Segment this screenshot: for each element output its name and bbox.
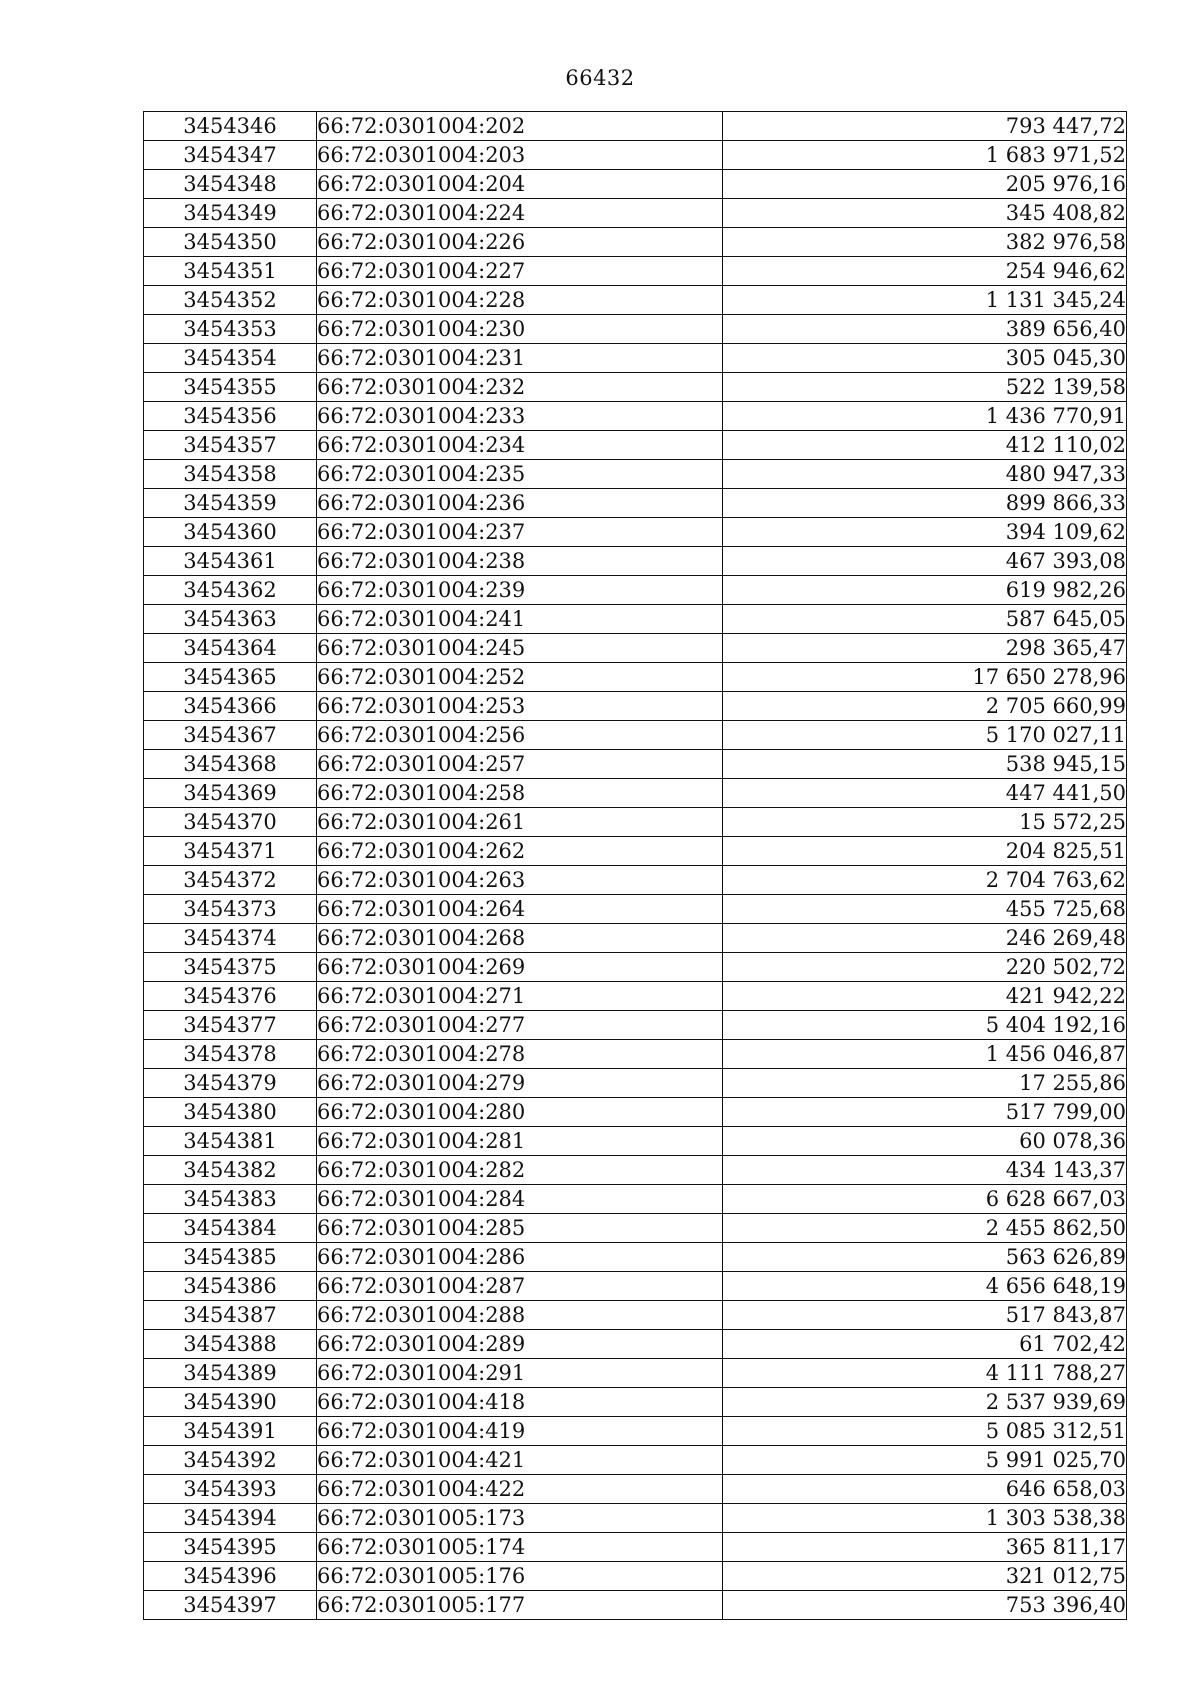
- cadastral-value-cell: 4 656 648,19: [723, 1272, 1127, 1301]
- table-row: [144, 170, 1127, 199]
- cadastral-number-cell: 66:72:0301004:245: [317, 634, 723, 663]
- row-id-cell: 3454378: [144, 1040, 317, 1069]
- cadastral-number-cell: 66:72:0301004:256: [317, 721, 723, 750]
- row-id-cell: 3454374: [144, 924, 317, 953]
- row-id-cell: 3454384: [144, 1214, 317, 1243]
- cadastral-value-cell: 321 012,75: [723, 1562, 1127, 1591]
- cadastral-value-cell: 421 942,22: [723, 982, 1127, 1011]
- data-table: [143, 111, 1127, 1620]
- cadastral-number-cell: 66:72:0301004:278: [317, 1040, 723, 1069]
- cadastral-number-cell: 66:72:0301004:236: [317, 489, 723, 518]
- table-row: [144, 1127, 1127, 1156]
- cadastral-number-cell: 66:72:0301004:421: [317, 1446, 723, 1475]
- row-id-cell: 3454394: [144, 1504, 317, 1533]
- table-row: [144, 344, 1127, 373]
- cadastral-number-cell: 66:72:0301004:279: [317, 1069, 723, 1098]
- table-row: [144, 1388, 1127, 1417]
- table-row: [144, 141, 1127, 170]
- row-id-cell: 3454366: [144, 692, 317, 721]
- cadastral-number-cell: 66:72:0301004:288: [317, 1301, 723, 1330]
- table-row: [144, 663, 1127, 692]
- cadastral-value-cell: 17 255,86: [723, 1069, 1127, 1098]
- cadastral-value-cell: 5 170 027,11: [723, 721, 1127, 750]
- cadastral-value-cell: 298 365,47: [723, 634, 1127, 663]
- cadastral-value-cell: 1 436 770,91: [723, 402, 1127, 431]
- row-id-cell: 3454373: [144, 895, 317, 924]
- cadastral-value-cell: 517 799,00: [723, 1098, 1127, 1127]
- cadastral-value-cell: 538 945,15: [723, 750, 1127, 779]
- cadastral-value-cell: 1 131 345,24: [723, 286, 1127, 315]
- page-number: 66432: [565, 66, 635, 90]
- cadastral-value-cell: 447 441,50: [723, 779, 1127, 808]
- table-row: [144, 1185, 1127, 1214]
- cadastral-number-cell: 66:72:0301005:173: [317, 1504, 723, 1533]
- table-row: [144, 1417, 1127, 1446]
- table-row: [144, 1330, 1127, 1359]
- cadastral-number-cell: 66:72:0301004:261: [317, 808, 723, 837]
- table-row: [144, 431, 1127, 460]
- cadastral-value-cell: 412 110,02: [723, 431, 1127, 460]
- row-id-cell: 3454372: [144, 866, 317, 895]
- table-row: [144, 576, 1127, 605]
- table-row: [144, 1533, 1127, 1562]
- table-row: [144, 837, 1127, 866]
- row-id-cell: 3454365: [144, 663, 317, 692]
- cadastral-value-cell: 455 725,68: [723, 895, 1127, 924]
- cadastral-number-cell: 66:72:0301004:258: [317, 779, 723, 808]
- table-row: [144, 402, 1127, 431]
- cadastral-number-cell: 66:72:0301005:177: [317, 1591, 723, 1620]
- row-id-cell: 3454347: [144, 141, 317, 170]
- cadastral-value-cell: 587 645,05: [723, 605, 1127, 634]
- table-row: [144, 1040, 1127, 1069]
- row-id-cell: 3454350: [144, 228, 317, 257]
- cadastral-number-cell: 66:72:0301004:282: [317, 1156, 723, 1185]
- cadastral-value-cell: 61 702,42: [723, 1330, 1127, 1359]
- cadastral-number-cell: 66:72:0301004:277: [317, 1011, 723, 1040]
- cadastral-value-cell: 382 976,58: [723, 228, 1127, 257]
- cadastral-value-cell: 517 843,87: [723, 1301, 1127, 1330]
- row-id-cell: 3454386: [144, 1272, 317, 1301]
- cadastral-value-table: [143, 111, 1126, 1620]
- row-id-cell: 3454393: [144, 1475, 317, 1504]
- cadastral-number-cell: 66:72:0301004:241: [317, 605, 723, 634]
- cadastral-value-cell: 646 658,03: [723, 1475, 1127, 1504]
- table-row: [144, 1243, 1127, 1272]
- row-id-cell: 3454348: [144, 170, 317, 199]
- cadastral-number-cell: 66:72:0301004:269: [317, 953, 723, 982]
- cadastral-number-cell: 66:72:0301004:235: [317, 460, 723, 489]
- table-row: [144, 315, 1127, 344]
- row-id-cell: 3454387: [144, 1301, 317, 1330]
- table-row: [144, 547, 1127, 576]
- cadastral-number-cell: 66:72:0301004:257: [317, 750, 723, 779]
- table-row: [144, 373, 1127, 402]
- row-id-cell: 3454391: [144, 1417, 317, 1446]
- table-row: [144, 489, 1127, 518]
- cadastral-value-cell: 2 704 763,62: [723, 866, 1127, 895]
- row-id-cell: 3454383: [144, 1185, 317, 1214]
- row-id-cell: 3454356: [144, 402, 317, 431]
- cadastral-value-cell: 220 502,72: [723, 953, 1127, 982]
- row-id-cell: 3454359: [144, 489, 317, 518]
- table-row: [144, 112, 1127, 141]
- cadastral-number-cell: 66:72:0301004:281: [317, 1127, 723, 1156]
- table-row: [144, 228, 1127, 257]
- cadastral-number-cell: 66:72:0301004:237: [317, 518, 723, 547]
- row-id-cell: 3454371: [144, 837, 317, 866]
- cadastral-number-cell: 66:72:0301004:238: [317, 547, 723, 576]
- cadastral-number-cell: 66:72:0301004:264: [317, 895, 723, 924]
- cadastral-number-cell: 66:72:0301004:227: [317, 257, 723, 286]
- table-row: [144, 721, 1127, 750]
- row-id-cell: 3454346: [144, 112, 317, 141]
- cadastral-number-cell: 66:72:0301004:280: [317, 1098, 723, 1127]
- cadastral-number-cell: 66:72:0301004:289: [317, 1330, 723, 1359]
- table-row: [144, 1301, 1127, 1330]
- cadastral-value-cell: 899 866,33: [723, 489, 1127, 518]
- cadastral-number-cell: 66:72:0301004:291: [317, 1359, 723, 1388]
- cadastral-number-cell: 66:72:0301004:286: [317, 1243, 723, 1272]
- table-row: [144, 199, 1127, 228]
- cadastral-number-cell: 66:72:0301004:204: [317, 170, 723, 199]
- cadastral-number-cell: 66:72:0301004:234: [317, 431, 723, 460]
- cadastral-number-cell: 66:72:0301004:233: [317, 402, 723, 431]
- row-id-cell: 3454397: [144, 1591, 317, 1620]
- cadastral-value-cell: 5 991 025,70: [723, 1446, 1127, 1475]
- row-id-cell: 3454354: [144, 344, 317, 373]
- cadastral-number-cell: 66:72:0301004:239: [317, 576, 723, 605]
- row-id-cell: 3454353: [144, 315, 317, 344]
- cadastral-number-cell: 66:72:0301005:174: [317, 1533, 723, 1562]
- cadastral-value-cell: 254 946,62: [723, 257, 1127, 286]
- cadastral-number-cell: 66:72:0301004:263: [317, 866, 723, 895]
- table-row: [144, 779, 1127, 808]
- cadastral-number-cell: 66:72:0301004:422: [317, 1475, 723, 1504]
- cadastral-value-cell: 1 456 046,87: [723, 1040, 1127, 1069]
- table-row: [144, 1504, 1127, 1533]
- table-row: [144, 895, 1127, 924]
- cadastral-number-cell: 66:72:0301004:226: [317, 228, 723, 257]
- table-row: [144, 605, 1127, 634]
- cadastral-number-cell: 66:72:0301004:202: [317, 112, 723, 141]
- cadastral-number-cell: 66:72:0301004:268: [317, 924, 723, 953]
- cadastral-number-cell: 66:72:0301004:287: [317, 1272, 723, 1301]
- table-row: [144, 1156, 1127, 1185]
- row-id-cell: 3454375: [144, 953, 317, 982]
- row-id-cell: 3454389: [144, 1359, 317, 1388]
- table-row: [144, 953, 1127, 982]
- cadastral-value-cell: 15 572,25: [723, 808, 1127, 837]
- cadastral-number-cell: 66:72:0301004:231: [317, 344, 723, 373]
- table-row: [144, 518, 1127, 547]
- row-id-cell: 3454369: [144, 779, 317, 808]
- row-id-cell: 3454395: [144, 1533, 317, 1562]
- table-row: [144, 1359, 1127, 1388]
- cadastral-number-cell: 66:72:0301004:285: [317, 1214, 723, 1243]
- table-row: [144, 808, 1127, 837]
- table-row: [144, 1272, 1127, 1301]
- cadastral-number-cell: 66:72:0301004:232: [317, 373, 723, 402]
- cadastral-value-cell: 4 111 788,27: [723, 1359, 1127, 1388]
- table-row: [144, 1098, 1127, 1127]
- row-id-cell: 3454390: [144, 1388, 317, 1417]
- row-id-cell: 3454355: [144, 373, 317, 402]
- row-id-cell: 3454380: [144, 1098, 317, 1127]
- cadastral-number-cell: 66:72:0301004:230: [317, 315, 723, 344]
- row-id-cell: 3454368: [144, 750, 317, 779]
- cadastral-value-cell: 6 628 667,03: [723, 1185, 1127, 1214]
- row-id-cell: 3454351: [144, 257, 317, 286]
- cadastral-value-cell: 753 396,40: [723, 1591, 1127, 1620]
- cadastral-value-cell: 345 408,82: [723, 199, 1127, 228]
- row-id-cell: 3454396: [144, 1562, 317, 1591]
- table-row: [144, 257, 1127, 286]
- cadastral-value-cell: 2 455 862,50: [723, 1214, 1127, 1243]
- row-id-cell: 3454381: [144, 1127, 317, 1156]
- table-row: [144, 1069, 1127, 1098]
- cadastral-number-cell: 66:72:0301004:203: [317, 141, 723, 170]
- cadastral-value-cell: 246 269,48: [723, 924, 1127, 953]
- cadastral-number-cell: 66:72:0301004:228: [317, 286, 723, 315]
- table-row: [144, 634, 1127, 663]
- row-id-cell: 3454376: [144, 982, 317, 1011]
- cadastral-value-cell: 305 045,30: [723, 344, 1127, 373]
- table-row: [144, 866, 1127, 895]
- row-id-cell: 3454388: [144, 1330, 317, 1359]
- row-id-cell: 3454352: [144, 286, 317, 315]
- cadastral-number-cell: 66:72:0301004:284: [317, 1185, 723, 1214]
- cadastral-value-cell: 1 303 538,38: [723, 1504, 1127, 1533]
- cadastral-number-cell: 66:72:0301004:224: [317, 199, 723, 228]
- cadastral-number-cell: 66:72:0301004:271: [317, 982, 723, 1011]
- table-row: [144, 286, 1127, 315]
- cadastral-value-cell: 793 447,72: [723, 112, 1127, 141]
- cadastral-number-cell: 66:72:0301004:262: [317, 837, 723, 866]
- table-row: [144, 924, 1127, 953]
- table-row: [144, 1011, 1127, 1040]
- table-body: [144, 112, 1127, 1620]
- cadastral-number-cell: 66:72:0301004:253: [317, 692, 723, 721]
- cadastral-value-cell: 1 683 971,52: [723, 141, 1127, 170]
- row-id-cell: 3454362: [144, 576, 317, 605]
- table-row: [144, 692, 1127, 721]
- row-id-cell: 3454379: [144, 1069, 317, 1098]
- cadastral-number-cell: 66:72:0301005:176: [317, 1562, 723, 1591]
- cadastral-value-cell: 5 404 192,16: [723, 1011, 1127, 1040]
- row-id-cell: 3454363: [144, 605, 317, 634]
- cadastral-value-cell: 480 947,33: [723, 460, 1127, 489]
- row-id-cell: 3454367: [144, 721, 317, 750]
- cadastral-value-cell: 5 085 312,51: [723, 1417, 1127, 1446]
- row-id-cell: 3454357: [144, 431, 317, 460]
- cadastral-value-cell: 389 656,40: [723, 315, 1127, 344]
- cadastral-value-cell: 205 976,16: [723, 170, 1127, 199]
- row-id-cell: 3454358: [144, 460, 317, 489]
- cadastral-value-cell: 2 537 939,69: [723, 1388, 1127, 1417]
- row-id-cell: 3454360: [144, 518, 317, 547]
- cadastral-value-cell: 394 109,62: [723, 518, 1127, 547]
- table-row: [144, 1446, 1127, 1475]
- cadastral-value-cell: 619 982,26: [723, 576, 1127, 605]
- row-id-cell: 3454370: [144, 808, 317, 837]
- cadastral-value-cell: 2 705 660,99: [723, 692, 1127, 721]
- row-id-cell: 3454377: [144, 1011, 317, 1040]
- table-row: [144, 1591, 1127, 1620]
- table-row: [144, 750, 1127, 779]
- cadastral-number-cell: 66:72:0301004:418: [317, 1388, 723, 1417]
- cadastral-value-cell: 434 143,37: [723, 1156, 1127, 1185]
- table-row: [144, 460, 1127, 489]
- row-id-cell: 3454392: [144, 1446, 317, 1475]
- cadastral-number-cell: 66:72:0301004:419: [317, 1417, 723, 1446]
- cadastral-value-cell: 467 393,08: [723, 547, 1127, 576]
- row-id-cell: 3454382: [144, 1156, 317, 1185]
- cadastral-value-cell: 17 650 278,96: [723, 663, 1127, 692]
- row-id-cell: 3454349: [144, 199, 317, 228]
- cadastral-value-cell: 60 078,36: [723, 1127, 1127, 1156]
- cadastral-value-cell: 204 825,51: [723, 837, 1127, 866]
- table-row: [144, 1562, 1127, 1591]
- row-id-cell: 3454385: [144, 1243, 317, 1272]
- cadastral-value-cell: 563 626,89: [723, 1243, 1127, 1272]
- table-row: [144, 1214, 1127, 1243]
- cadastral-value-cell: 522 139,58: [723, 373, 1127, 402]
- row-id-cell: 3454361: [144, 547, 317, 576]
- cadastral-number-cell: 66:72:0301004:252: [317, 663, 723, 692]
- table-row: [144, 1475, 1127, 1504]
- row-id-cell: 3454364: [144, 634, 317, 663]
- table-row: [144, 982, 1127, 1011]
- cadastral-value-cell: 365 811,17: [723, 1533, 1127, 1562]
